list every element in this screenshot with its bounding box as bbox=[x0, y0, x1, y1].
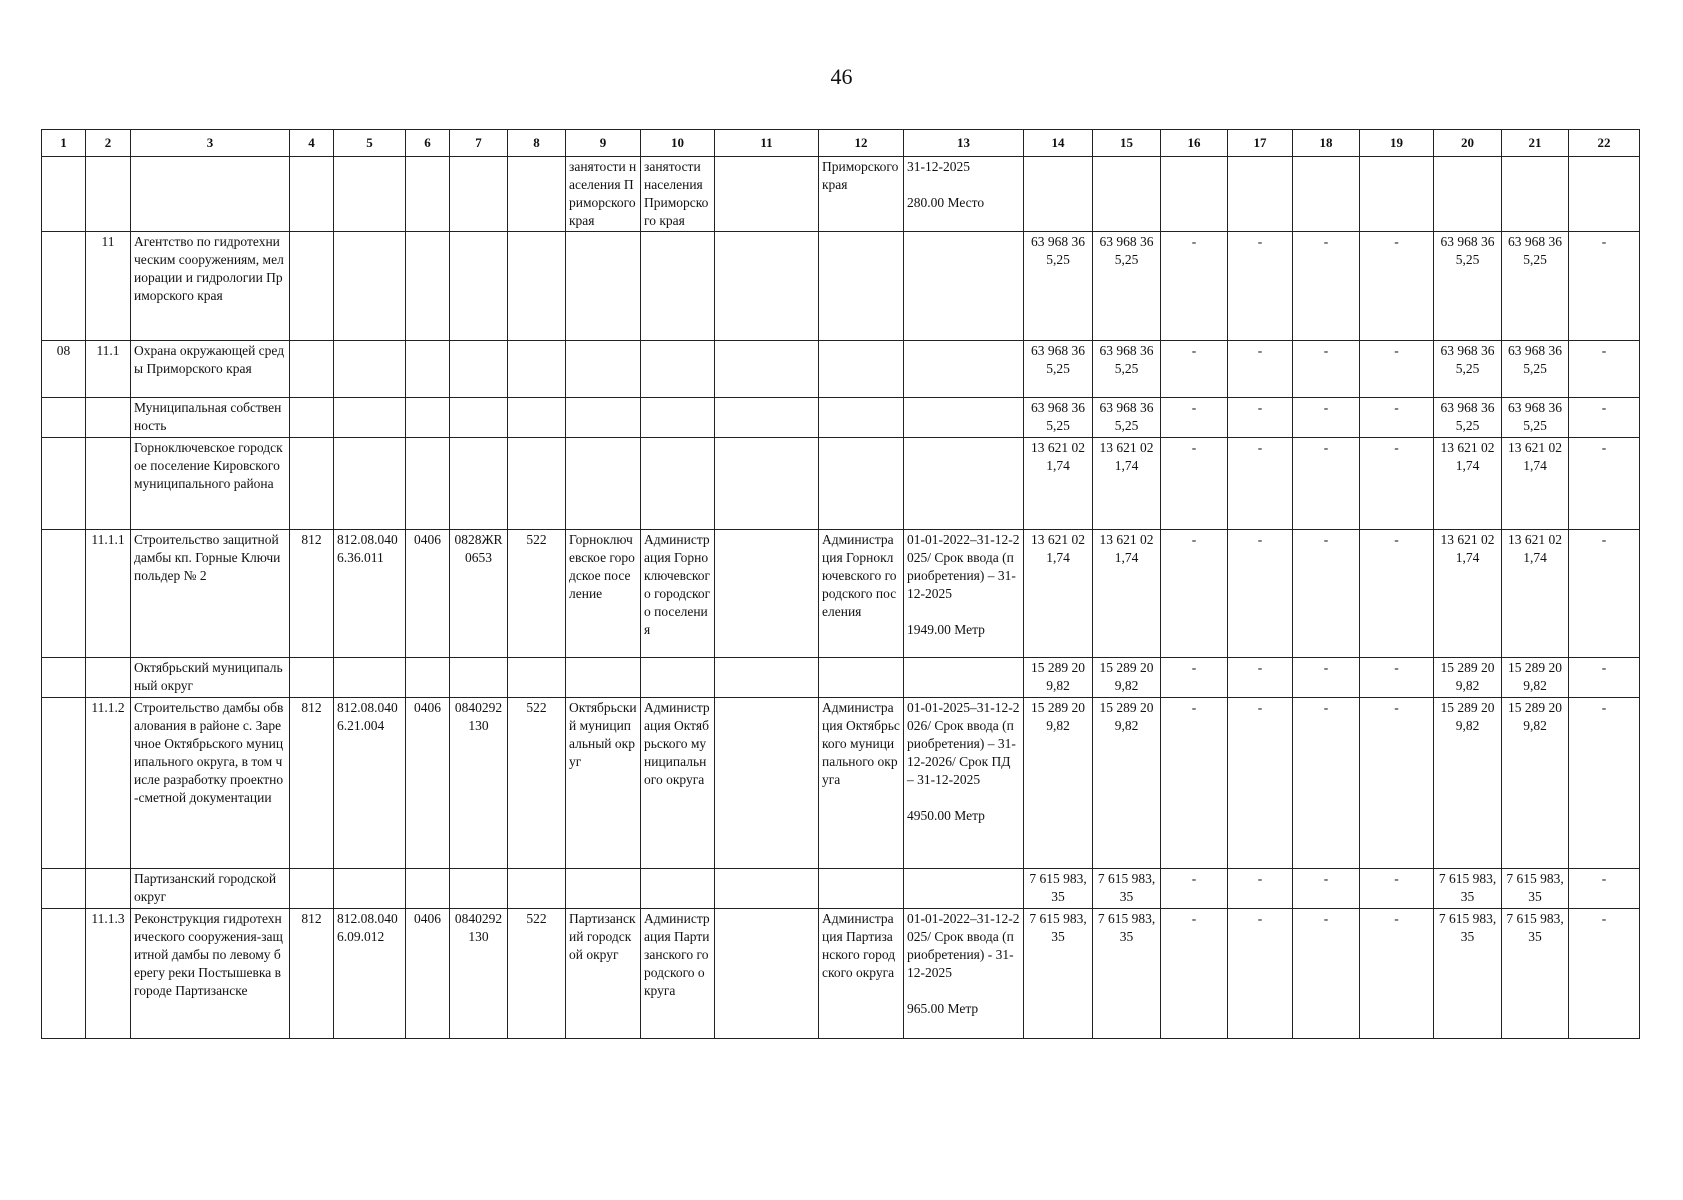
table-row bbox=[42, 232, 1640, 341]
cell-col18 bbox=[1293, 157, 1360, 232]
cell-col5: 812.08.0406.09.012 bbox=[334, 909, 406, 1039]
cell-col16 bbox=[1161, 157, 1228, 232]
cell-col12 bbox=[819, 232, 904, 341]
cell-col4 bbox=[290, 232, 334, 341]
cell-col8 bbox=[508, 341, 566, 398]
cell-col10: Администрация Горноключевского городского поселения bbox=[641, 530, 715, 658]
cell-col6: 0406 bbox=[406, 530, 450, 658]
cell-col10 bbox=[641, 869, 715, 909]
cell-col13 bbox=[904, 157, 1024, 232]
cell-col12 bbox=[819, 658, 904, 698]
cell-col14: 7 615 983,35 bbox=[1024, 909, 1093, 1039]
cell-col9 bbox=[566, 658, 641, 698]
cell-col13-period: 01-01-2022–31-12-2025/ Срок ввода (приобретения) – 31-12-2025 bbox=[907, 532, 1020, 601]
table-row bbox=[42, 869, 1640, 909]
table-row bbox=[42, 341, 1640, 398]
cell-col14: 63 968 365,25 bbox=[1024, 232, 1093, 341]
cell-col19: - bbox=[1360, 698, 1434, 869]
cell-col17: - bbox=[1228, 869, 1293, 909]
cell-col21: 63 968 365,25 bbox=[1502, 341, 1569, 398]
cell-col18: - bbox=[1293, 530, 1360, 658]
cell-col7: 0840292130 bbox=[450, 909, 508, 1039]
cell-col22: - bbox=[1569, 438, 1640, 530]
cell-col15 bbox=[1093, 157, 1161, 232]
cell-col5 bbox=[334, 341, 406, 398]
cell-col13 bbox=[904, 530, 1024, 658]
cell-col5 bbox=[334, 398, 406, 438]
cell-col22: - bbox=[1569, 398, 1640, 438]
cell-col13 bbox=[904, 698, 1024, 869]
cell-col7: 0828ЖR0653 bbox=[450, 530, 508, 658]
cell-col11 bbox=[715, 398, 819, 438]
cell-col13-capacity: 1949.00 Метр bbox=[907, 622, 985, 637]
cell-col5 bbox=[334, 232, 406, 341]
cell-col4: 812 bbox=[290, 909, 334, 1039]
cell-col11 bbox=[715, 157, 819, 232]
cell-col3: Муниципальная собственность bbox=[131, 398, 290, 438]
cell-col16: - bbox=[1161, 341, 1228, 398]
column-header: 21 bbox=[1502, 130, 1569, 157]
cell-col16: - bbox=[1161, 658, 1228, 698]
cell-col20: 13 621 021,74 bbox=[1434, 530, 1502, 658]
table-row bbox=[42, 398, 1640, 438]
cell-col13 bbox=[904, 341, 1024, 398]
cell-col21: 7 615 983,35 bbox=[1502, 909, 1569, 1039]
cell-col3: Партизанский городской округ bbox=[131, 869, 290, 909]
cell-col6 bbox=[406, 438, 450, 530]
cell-col1 bbox=[42, 232, 86, 341]
cell-col15: 15 289 209,82 bbox=[1093, 658, 1161, 698]
cell-col21: 63 968 365,25 bbox=[1502, 232, 1569, 341]
column-header: 6 bbox=[406, 130, 450, 157]
cell-col3 bbox=[131, 157, 290, 232]
cell-col10: Администрация Октябрьского муниципального округа bbox=[641, 698, 715, 869]
cell-col19: - bbox=[1360, 341, 1434, 398]
cell-col16: - bbox=[1161, 398, 1228, 438]
cell-col3: Охрана окружающей среды Приморского края bbox=[131, 341, 290, 398]
cell-col20: 63 968 365,25 bbox=[1434, 232, 1502, 341]
cell-col9 bbox=[566, 232, 641, 341]
cell-col18: - bbox=[1293, 869, 1360, 909]
cell-col9: Горноключевское городское поселение bbox=[566, 530, 641, 658]
cell-col19: - bbox=[1360, 398, 1434, 438]
cell-col22: - bbox=[1569, 658, 1640, 698]
cell-col6 bbox=[406, 341, 450, 398]
cell-col4: 812 bbox=[290, 698, 334, 869]
cell-col21: 63 968 365,25 bbox=[1502, 398, 1569, 438]
cell-col15: 7 615 983,35 bbox=[1093, 909, 1161, 1039]
cell-col8 bbox=[508, 398, 566, 438]
cell-col2 bbox=[86, 869, 131, 909]
cell-col5 bbox=[334, 157, 406, 232]
cell-col2 bbox=[86, 398, 131, 438]
cell-col19: - bbox=[1360, 869, 1434, 909]
column-header: 8 bbox=[508, 130, 566, 157]
page-number: 46 bbox=[830, 64, 853, 89]
cell-col15: 7 615 983,35 bbox=[1093, 869, 1161, 909]
cell-col13-capacity: 280.00 Место bbox=[907, 195, 985, 210]
column-header: 20 bbox=[1434, 130, 1502, 157]
cell-col10 bbox=[641, 232, 715, 341]
cell-col17: - bbox=[1228, 398, 1293, 438]
cell-col6 bbox=[406, 232, 450, 341]
cell-col18: - bbox=[1293, 398, 1360, 438]
cell-col2: 11 bbox=[86, 232, 131, 341]
cell-col8: 522 bbox=[508, 530, 566, 658]
cell-col5 bbox=[334, 869, 406, 909]
cell-col6 bbox=[406, 398, 450, 438]
cell-col16: - bbox=[1161, 232, 1228, 341]
cell-col5 bbox=[334, 438, 406, 530]
cell-col4 bbox=[290, 341, 334, 398]
cell-col4: 812 bbox=[290, 530, 334, 658]
column-header: 15 bbox=[1093, 130, 1161, 157]
cell-col3: Октябрьский муниципальный округ bbox=[131, 658, 290, 698]
cell-col12: Администрация Горноключевского городского поселения bbox=[819, 530, 904, 658]
cell-col12: Администрация Октябрьского муниципального округа bbox=[819, 698, 904, 869]
column-header: 1 bbox=[42, 130, 86, 157]
cell-col15: 63 968 365,25 bbox=[1093, 341, 1161, 398]
cell-col14: 63 968 365,25 bbox=[1024, 398, 1093, 438]
cell-col18: - bbox=[1293, 698, 1360, 869]
cell-col10 bbox=[641, 398, 715, 438]
cell-col13 bbox=[904, 869, 1024, 909]
cell-col6 bbox=[406, 157, 450, 232]
cell-col15: 15 289 209,82 bbox=[1093, 698, 1161, 869]
cell-col7 bbox=[450, 438, 508, 530]
cell-col21: 7 615 983,35 bbox=[1502, 869, 1569, 909]
cell-col2: 11.1.2 bbox=[86, 698, 131, 869]
cell-col1 bbox=[42, 398, 86, 438]
cell-col21: 13 621 021,74 bbox=[1502, 530, 1569, 658]
cell-col7: 0840292130 bbox=[450, 698, 508, 869]
cell-col4 bbox=[290, 438, 334, 530]
cell-col7 bbox=[450, 658, 508, 698]
cell-col11 bbox=[715, 658, 819, 698]
cell-col21: 15 289 209,82 bbox=[1502, 698, 1569, 869]
cell-col7 bbox=[450, 157, 508, 232]
column-header: 16 bbox=[1161, 130, 1228, 157]
column-header: 3 bbox=[131, 130, 290, 157]
cell-col10: Администрация Партизанского городского округа bbox=[641, 909, 715, 1039]
cell-col4 bbox=[290, 398, 334, 438]
cell-col7 bbox=[450, 869, 508, 909]
cell-col3: Горноключевское городское поселение Кировского муниципального района bbox=[131, 438, 290, 530]
table-row bbox=[42, 909, 1640, 1039]
cell-col2 bbox=[86, 658, 131, 698]
cell-col8: 522 bbox=[508, 698, 566, 869]
cell-col14 bbox=[1024, 157, 1093, 232]
column-header: 12 bbox=[819, 130, 904, 157]
cell-col12 bbox=[819, 869, 904, 909]
cell-col5: 812.08.0406.21.004 bbox=[334, 698, 406, 869]
cell-col19 bbox=[1360, 157, 1434, 232]
table-row bbox=[42, 658, 1640, 698]
cell-col2: 11.1.3 bbox=[86, 909, 131, 1039]
table-row bbox=[42, 157, 1640, 232]
cell-col6: 0406 bbox=[406, 698, 450, 869]
cell-col6 bbox=[406, 869, 450, 909]
cell-col12 bbox=[819, 341, 904, 398]
cell-col11 bbox=[715, 698, 819, 869]
column-number-header bbox=[42, 130, 1640, 157]
cell-col22: - bbox=[1569, 869, 1640, 909]
cell-col19: - bbox=[1360, 909, 1434, 1039]
cell-col2 bbox=[86, 157, 131, 232]
cell-col4 bbox=[290, 157, 334, 232]
cell-col14: 63 968 365,25 bbox=[1024, 341, 1093, 398]
cell-col16: - bbox=[1161, 698, 1228, 869]
cell-col4 bbox=[290, 869, 334, 909]
cell-col13 bbox=[904, 232, 1024, 341]
cell-col4 bbox=[290, 658, 334, 698]
cell-col18: - bbox=[1293, 438, 1360, 530]
cell-col8 bbox=[508, 869, 566, 909]
cell-col13 bbox=[904, 438, 1024, 530]
column-header: 7 bbox=[450, 130, 508, 157]
cell-col1 bbox=[42, 698, 86, 869]
cell-col9: Октябрьский муниципальный округ bbox=[566, 698, 641, 869]
cell-col2: 11.1.1 bbox=[86, 530, 131, 658]
cell-col17: - bbox=[1228, 530, 1293, 658]
cell-col20: 63 968 365,25 bbox=[1434, 398, 1502, 438]
column-header: 19 bbox=[1360, 130, 1434, 157]
cell-col3: Строительство дамбы обвалования в районе с. Заречное Октябрьского муниципального округа, в том числе разработку проектно-сметной документации bbox=[131, 698, 290, 869]
cell-col11 bbox=[715, 869, 819, 909]
cell-col3: Реконструкция гидротехнического сооружения-защитной дамбы по левому берегу реки Постышевка в городе Партизанске bbox=[131, 909, 290, 1039]
cell-col15: 63 968 365,25 bbox=[1093, 398, 1161, 438]
table-row bbox=[42, 530, 1640, 658]
cell-col21 bbox=[1502, 157, 1569, 232]
cell-col16: - bbox=[1161, 530, 1228, 658]
cell-col20: 63 968 365,25 bbox=[1434, 341, 1502, 398]
cell-col8 bbox=[508, 157, 566, 232]
cell-col14: 7 615 983,35 bbox=[1024, 869, 1093, 909]
cell-col3: Агентство по гидротехническим сооружениям, мелиорации и гидрологии Приморского края bbox=[131, 232, 290, 341]
budget-table bbox=[41, 129, 1640, 1039]
cell-col8 bbox=[508, 232, 566, 341]
cell-col9: занятости населения Приморского края bbox=[566, 157, 641, 232]
cell-col1 bbox=[42, 530, 86, 658]
cell-col15: 63 968 365,25 bbox=[1093, 232, 1161, 341]
cell-col17: - bbox=[1228, 698, 1293, 869]
column-header: 11 bbox=[715, 130, 819, 157]
cell-col18: - bbox=[1293, 909, 1360, 1039]
cell-col15: 13 621 021,74 bbox=[1093, 530, 1161, 658]
cell-col17: - bbox=[1228, 341, 1293, 398]
cell-col16: - bbox=[1161, 869, 1228, 909]
cell-col22: - bbox=[1569, 698, 1640, 869]
column-header: 5 bbox=[334, 130, 406, 157]
cell-col20: 7 615 983,35 bbox=[1434, 869, 1502, 909]
column-header: 22 bbox=[1569, 130, 1640, 157]
cell-col17: - bbox=[1228, 909, 1293, 1039]
cell-col14: 15 289 209,82 bbox=[1024, 698, 1093, 869]
cell-col9 bbox=[566, 869, 641, 909]
cell-col13-capacity: 965.00 Метр bbox=[907, 1001, 979, 1016]
cell-col12 bbox=[819, 438, 904, 530]
cell-col18: - bbox=[1293, 341, 1360, 398]
cell-col17: - bbox=[1228, 438, 1293, 530]
cell-col9 bbox=[566, 398, 641, 438]
cell-col19: - bbox=[1360, 232, 1434, 341]
cell-col7 bbox=[450, 398, 508, 438]
cell-col13 bbox=[904, 658, 1024, 698]
cell-col8 bbox=[508, 438, 566, 530]
cell-col16: - bbox=[1161, 438, 1228, 530]
column-header: 2 bbox=[86, 130, 131, 157]
cell-col11 bbox=[715, 341, 819, 398]
cell-col1 bbox=[42, 438, 86, 530]
cell-col2 bbox=[86, 438, 131, 530]
column-header: 13 bbox=[904, 130, 1024, 157]
cell-col18: - bbox=[1293, 658, 1360, 698]
cell-col11 bbox=[715, 232, 819, 341]
cell-col9 bbox=[566, 438, 641, 530]
cell-col22: - bbox=[1569, 232, 1640, 341]
cell-col13-period: 31-12-2025 bbox=[907, 159, 970, 174]
cell-col14: 13 621 021,74 bbox=[1024, 530, 1093, 658]
cell-col19: - bbox=[1360, 530, 1434, 658]
cell-col14: 13 621 021,74 bbox=[1024, 438, 1093, 530]
cell-col19: - bbox=[1360, 438, 1434, 530]
cell-col1: 08 bbox=[42, 341, 86, 398]
cell-col21: 15 289 209,82 bbox=[1502, 658, 1569, 698]
cell-col17 bbox=[1228, 157, 1293, 232]
cell-col19: - bbox=[1360, 658, 1434, 698]
cell-col13-period: 01-01-2022–31-12-2025/ Срок ввода (приобретения) - 31-12-2025 bbox=[907, 911, 1020, 980]
cell-col13-capacity: 4950.00 Метр bbox=[907, 808, 985, 823]
column-header: 9 bbox=[566, 130, 641, 157]
cell-col11 bbox=[715, 909, 819, 1039]
cell-col6: 0406 bbox=[406, 909, 450, 1039]
cell-col7 bbox=[450, 232, 508, 341]
table-row bbox=[42, 698, 1640, 869]
cell-col1 bbox=[42, 909, 86, 1039]
cell-col12 bbox=[819, 398, 904, 438]
cell-col10: занятости населения Приморского края bbox=[641, 157, 715, 232]
cell-col5: 812.08.0406.36.011 bbox=[334, 530, 406, 658]
cell-col22: - bbox=[1569, 530, 1640, 658]
cell-col22 bbox=[1569, 157, 1640, 232]
cell-col21: 13 621 021,74 bbox=[1502, 438, 1569, 530]
column-header: 18 bbox=[1293, 130, 1360, 157]
cell-col10 bbox=[641, 438, 715, 530]
cell-col9 bbox=[566, 341, 641, 398]
column-header: 14 bbox=[1024, 130, 1093, 157]
cell-col9: Партизанский городской округ bbox=[566, 909, 641, 1039]
cell-col22: - bbox=[1569, 909, 1640, 1039]
cell-col12: Администрация Партизанского городского округа bbox=[819, 909, 904, 1039]
cell-col2: 11.1 bbox=[86, 341, 131, 398]
cell-col1 bbox=[42, 157, 86, 232]
cell-col1 bbox=[42, 869, 86, 909]
cell-col20: 15 289 209,82 bbox=[1434, 698, 1502, 869]
cell-col10 bbox=[641, 341, 715, 398]
cell-col3: Строительство защитной дамбы кп. Горные Ключи польдер № 2 bbox=[131, 530, 290, 658]
cell-col20: 13 621 021,74 bbox=[1434, 438, 1502, 530]
cell-col11 bbox=[715, 530, 819, 658]
cell-col11 bbox=[715, 438, 819, 530]
cell-col20 bbox=[1434, 157, 1502, 232]
cell-col14: 15 289 209,82 bbox=[1024, 658, 1093, 698]
cell-col12: Приморского края bbox=[819, 157, 904, 232]
cell-col1 bbox=[42, 658, 86, 698]
cell-col17: - bbox=[1228, 232, 1293, 341]
cell-col20: 7 615 983,35 bbox=[1434, 909, 1502, 1039]
cell-col18: - bbox=[1293, 232, 1360, 341]
cell-col13 bbox=[904, 398, 1024, 438]
cell-col17: - bbox=[1228, 658, 1293, 698]
cell-col8: 522 bbox=[508, 909, 566, 1039]
column-header: 10 bbox=[641, 130, 715, 157]
table-row bbox=[42, 438, 1640, 530]
cell-col5 bbox=[334, 658, 406, 698]
cell-col20: 15 289 209,82 bbox=[1434, 658, 1502, 698]
column-header: 4 bbox=[290, 130, 334, 157]
cell-col8 bbox=[508, 658, 566, 698]
cell-col10 bbox=[641, 658, 715, 698]
cell-col22: - bbox=[1569, 341, 1640, 398]
cell-col13 bbox=[904, 909, 1024, 1039]
column-header: 17 bbox=[1228, 130, 1293, 157]
cell-col13-period: 01-01-2025–31-12-2026/ Срок ввода (приобретения) – 31-12-2026/ Срок ПД – 31-12-2025 bbox=[907, 700, 1020, 787]
cell-col16: - bbox=[1161, 909, 1228, 1039]
cell-col7 bbox=[450, 341, 508, 398]
cell-col15: 13 621 021,74 bbox=[1093, 438, 1161, 530]
cell-col6 bbox=[406, 658, 450, 698]
